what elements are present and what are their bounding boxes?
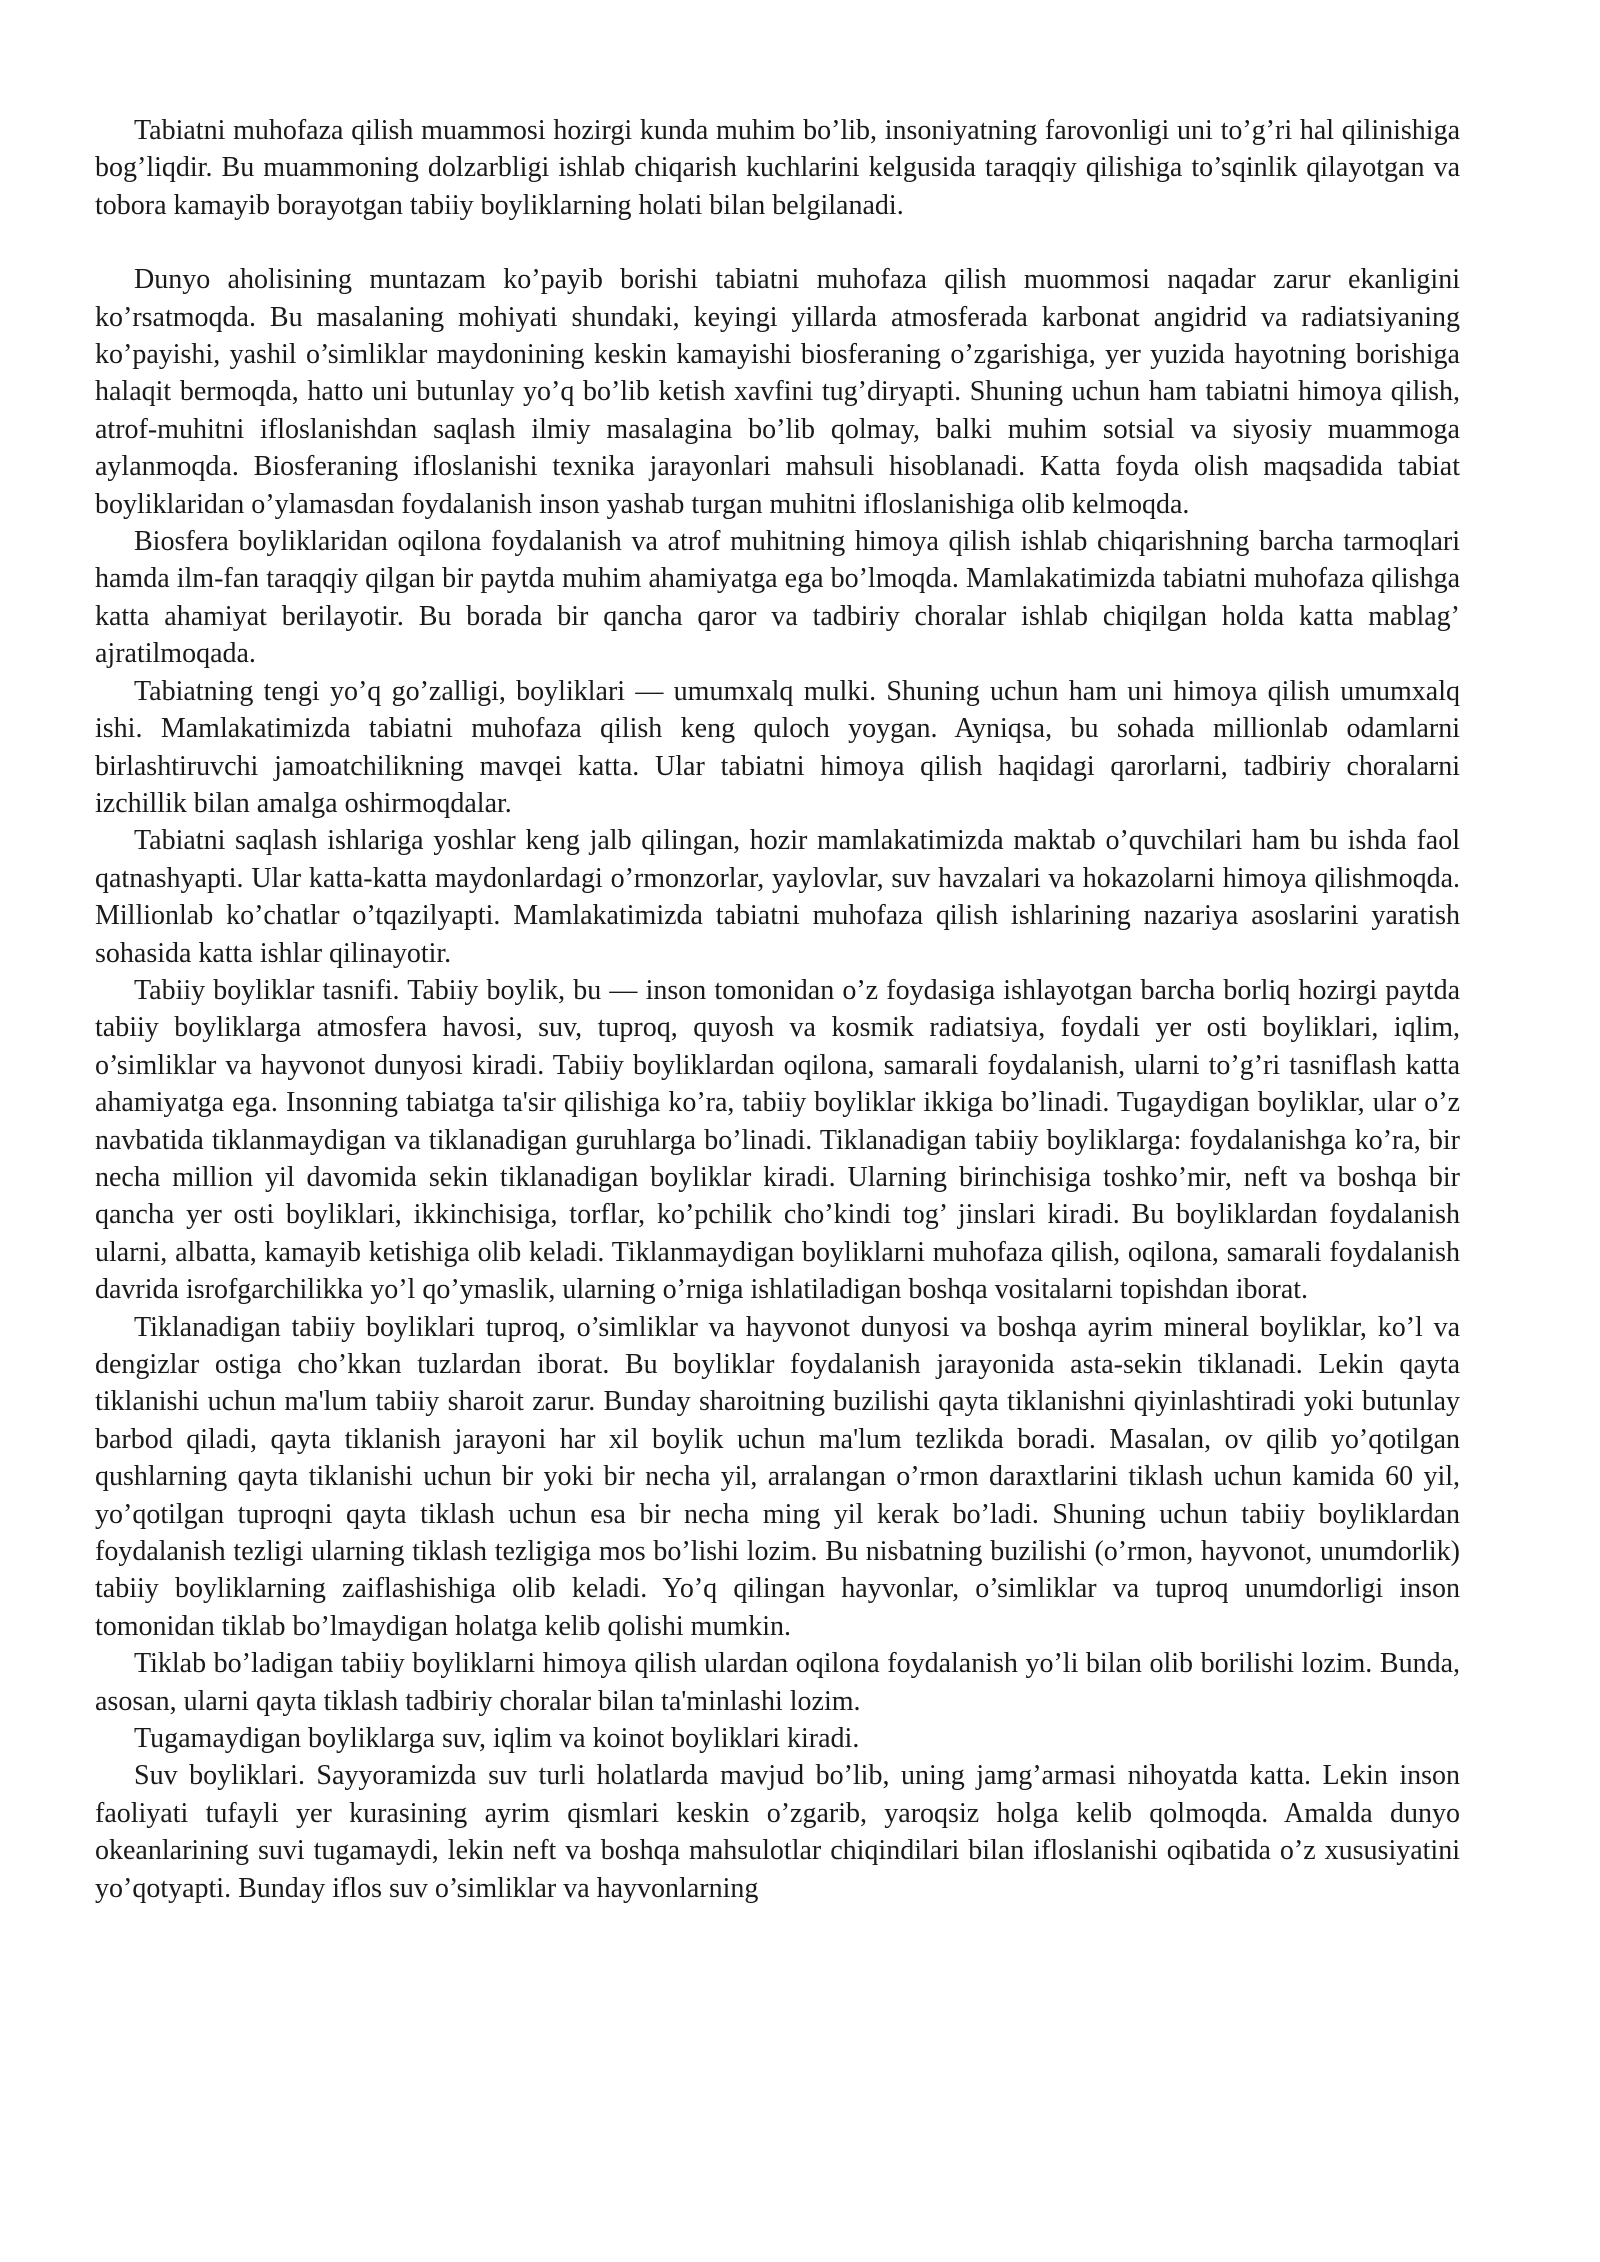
paragraph-population: Dunyo aholisining muntazam ko’payib borishi tabiatni muhofaza qilish muommosi naqadar zarur ekanligini ko’rsatmoqda. Bu masalaning mohiyati shundaki, keyingi yillarda atmosferada karbonat angidrid va radiatsiyaning ko’payishi, yashil o’simliklar maydonining keskin kamayishi biosferaning o’zgarishiga, yer yuzida hayotning borishiga halaqit bermoqda, hatto uni butunlay yo’q bo’lib ketish xavfini tug’diryapti. Shuning uchun ham tabiatni himoya qilish, atrof-muhitni ifloslanishdan saqlash ilmiy masalagina bo’lib qolmay, balki muhim sotsial va siyosiy muammoga aylanmoqda. Biosferaning ifloslanishi texnika jarayonlari mahsuli hisoblanadi. Katta foyda olish maqsadida tabiat boyliklaridan o’ylamasdan foydalanish inson yashab turgan muhitni ifloslanishiga olib kelmoqda. [95, 264, 1460, 520]
paragraph-renewable: Tiklanadigan tabiiy boyliklari tuproq, o’simliklar va hayvonot dunyosi va boshqa ayrim mineral boyliklar, ko’l va dengizlar ostiga cho’kkan tuzlardan iborat. Bu boyliklar foydalanish jarayonida asta-sekin tiklanadi. Lekin qayta tiklanishi uchun ma'lum tabiiy sharoit zarur. Bunday sharoitning buzilishi qayta tiklanishni qiyinlashtiradi yoki butunlay barbod qiladi, qayta tiklanish jarayoni har xil boylik uchun ma'lum tezlikda boradi. Masalan, ov qilib yo’qotilgan qushlarning qayta tiklanishi uchun bir yoki bir necha yil, arralangan o’rmon daraxtlarini tiklash uchun kamida 60 yil, yo’qotilgan tuproqni qayta tiklash uchun esa bir necha ming yil kerak bo’ladi. Shuning uchun tabiiy boyliklardan foydalanish tezligi ularning tiklash tezligiga mos bo’lishi lozim. Bu nisbatning buzilishi (o’rmon, hayvonot, unumdorlik) tabiiy boyliklarning zaiflashishiga olib keladi. Yo’q qilingan hayvonlar, o’simliklar va tuproq unumdorligi inson tomonidan tiklab bo’lmaydigan holatga kelib qolishi mumkin. [95, 1311, 1460, 1642]
paragraph-biosphere: Biosfera boyliklaridan oqilona foydalanish va atrof muhitning himoya qilish ishlab chiqarishning barcha tarmoqlari hamda ilm-fan taraqqiy qilgan bir paytda muhim ahamiyatga ega bo’lmoqda. Mamlakatimizda tabiatni muhofaza qilishga katta ahamiyat berilayotir. Bu borada bir qancha qaror va tadbiriy choralar ishlab chiqilgan holda katta mablag’ ajratilmoqada. [95, 526, 1460, 670]
paragraph-protection: Tiklab bo’ladigan tabiiy boyliklarni himoya qilish ulardan oqilona foydalanish yo’li bilan olib borilishi lozim. Bunda, asosan, ularni qayta tiklash tadbiriy choralar bilan ta'minlashi lozim. [95, 1648, 1460, 1717]
paragraph-classification: Tabiiy boyliklar tasnifi. Tabiiy boylik, bu — inson tomonidan o’z foydasiga ishlayotgan barcha borliq hozirgi paytda tabiiy boyliklarga atmosfera havosi, suv, tuproq, quyosh va kosmik radiatsiya, foydali yer osti boyliklari, iqlim, o’simliklar va hayvonot dunyosi kiradi. Tabiiy boyliklardan oqilona, samarali foydalanish, ularni to’g’ri tasniflash katta ahamiyatga ega. Insonning tabiatga ta'sir qilishiga ko’ra, tabiiy boyliklar ikkiga bo’linadi. Tugaydigan boyliklar, ular o’z navbatida tiklanmaydigan va tiklanadigan guruhlarga bo’linadi. Tiklanadigan tabiiy boyliklarga: foydalanishga ko’ra, bir necha million yil davomida sekin tiklanadigan boyliklar kiradi. Ularning birinchisiga toshko’mir, neft va boshqa bir qancha yer osti boyliklari, ikkinchisiga, torflar, ko’pchilik cho’kindi tog’ jinslari kiradi. Bu boyliklardan foydalanish ularni, albatta, kamayib ketishiga olib keladi. Tiklanmaydigan boyliklarni muhofaza qilish, oqilona, samarali foydalanish davrida isrofgarchilikka yo’l qo’ymaslik, ularning o’rniga ishlatiladigan boshqa vositalarni topishdan iborat. [95, 974, 1460, 1306]
paragraph-youth: Tabiatni saqlash ishlariga yoshlar keng jalb qilingan, hozir mamlakatimizda maktab o’quvchilari ham bu ishda faol qatnashyapti. Ular katta-katta maydonlardagi o’rmonzorlar, yaylovlar, suv havzalari va hokazolarni himoya qilishmoqda. Millionlab ko’chatlar o’tqazilyapti. Mamlakatimizda tabiatni muhofaza qilish ishlarining nazariya asoslarini yaratish sohasida katta ishlar qilinayotir. [95, 825, 1460, 969]
paragraph-intro: Tabiatni muhofaza qilish muammosi hozirgi kunda muhim bo’lib, insoniyatning farovonligi uni to’g’ri hal qilinishiga bog’liqdir. Bu muammoning dolzarbligi ishlab chiqarish kuchlarini kelgusida taraqqiy qilishiga to’sqinlik qilayotgan va tobora kamayib borayotgan tabiiy boyliklarning holati bilan belgilanadi. [95, 115, 1460, 221]
paragraph-nature-beauty: Tabiatning tengi yo’q go’zalligi, boyliklari — umumxalq mulki. Shuning uchun ham uni himoya qilish umumxalq ishi. Mamlakatimizda tabiatni muhofaza qilish keng quloch yoygan. Ayniqsa, bu sohada millionlab odamlarni birlashtiruvchi jamoatchilikning mavqei katta. Ular tabiatni himoya qilish haqidagi qarorlarni, tadbiriy choralarni izchillik bilan amalga oshirmoqdalar. [95, 675, 1460, 819]
paragraph-water: Suv boyliklari. Sayyoramizda suv turli holatlarda mavjud bo’lib, uning jamg’armasi nihoyatda katta. Lekin inson faoliyati tufayli yer kurasining ayrim qismlari keskin o’zgarib, yaroqsiz holga kelib qolmoqda. Amalda dunyo okeanlarining suvi tugamaydi, lekin neft va boshqa mahsulotlar chiqindilari bilan ifloslanishi oqibatida o’z xususiyatini yo’qotyapti. Bunday iflos suv o’simliklar va hayvonlarning [95, 1760, 1460, 1904]
paragraph-inexhaustible: Tugamaydigan boyliklarga suv, iqlim va koinot boyliklari kiradi. [134, 1723, 860, 1755]
document-page [95, 112, 1460, 1907]
